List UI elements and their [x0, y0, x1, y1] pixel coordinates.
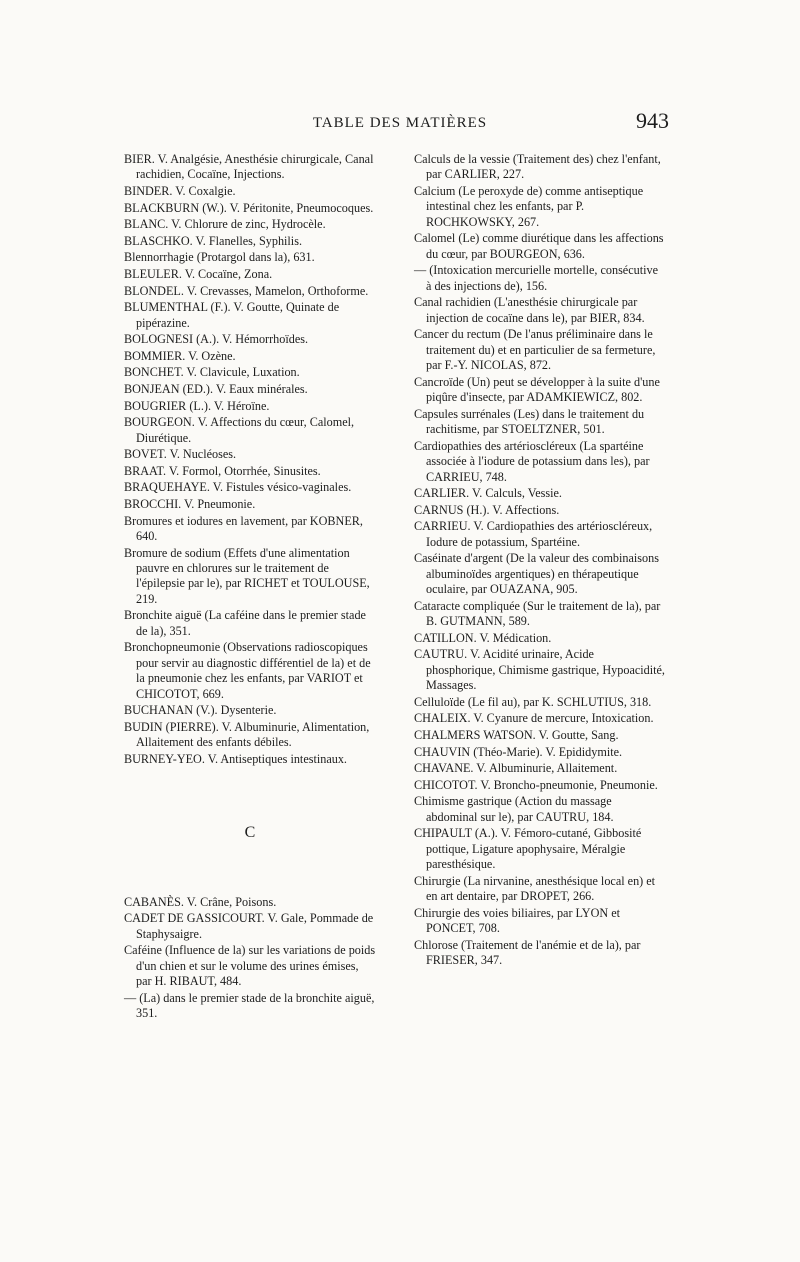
- index-entry: Chirurgie (La nirvanine, anesthésique local en) et en art dentaire, par DROPET, 266.: [414, 873, 656, 904]
- index-entry: CHAVANE. V. Albuminurie, Allaitement.: [414, 761, 618, 776]
- index-entry: Caféine (Influence de la) sur les variations de poids d'un chien et sur le volume des urines émises, par H. RIBAUT, 484.: [124, 943, 376, 988]
- index-entry: BOLOGNESI (A.). V. Hémorrhoïdes.: [124, 332, 309, 347]
- index-entry: Cardiopathies des artérioscléreux (La spartéine associée à l'iodure de potassium dans les), par CARRIEU, 748.: [414, 438, 650, 484]
- index-entry: BOVET. V. Nucléoses.: [124, 447, 237, 462]
- index-entry: CATILLON. V. Médication.: [414, 630, 552, 645]
- index-entry: BOMMIER. V. Ozène.: [124, 348, 236, 363]
- index-entry: CARNUS (H.). V. Affections.: [414, 502, 560, 517]
- index-entry: Blennorrhagie (Protargol dans la), 631.: [124, 250, 315, 265]
- index-entry: Cataracte compliquée (Sur le traitement de la), par B. GUTMANN, 589.: [414, 598, 661, 629]
- index-entry: Chlorose (Traitement de l'anémie et de la), par FRIESER, 347.: [414, 937, 641, 968]
- index-entry: CAUTRU. V. Acidité urinaire, Acide phosphorique, Chimisme gastrique, Hypoacidité, Massages.: [414, 647, 665, 693]
- index-entry: CHAUVIN (Théo-Marie). V. Epididymite.: [414, 744, 623, 759]
- index-entry: CADET DE GASSICOURT. V. Gale, Pommade de Staphysaigre.: [124, 911, 374, 941]
- right-column: [414, 152, 666, 970]
- index-entry: Caséinate d'argent (De la valeur des combinaisons albuminoïdes argentiques) en thérapeutique oculaire, par OUAZANA, 905.: [414, 551, 659, 597]
- index-entry: BUDIN (PIERRE). V. Albuminurie, Alimentation, Allaitement des enfants débiles.: [124, 719, 370, 750]
- index-entry: Bronchite aiguë (La caféine dans le premier stade de la), 351.: [124, 608, 366, 638]
- index-entry: CHALEIX. V. Cyanure de mercure, Intoxication.: [414, 711, 654, 726]
- index-entry: BLACKBURN (W.). V. Péritonite, Pneumocoques.: [124, 200, 374, 215]
- index-entry: BLUMENTHAL (F.). V. Goutte, Quinate de pipérazine.: [124, 300, 340, 330]
- index-entry: BIER. V. Analgésie, Anesthésie chirurgicale, Canal rachidien, Cocaïne, Injections.: [124, 152, 374, 182]
- index-entry: CHICOTOT. V. Broncho-pneumonie, Pneumonie.: [414, 777, 658, 792]
- index-entry: BOURGEON. V. Affections du cœur, Calomel, Diurétique.: [124, 415, 355, 445]
- index-entry: Chimisme gastrique (Action du massage abdominal sur le), par CAUTRU, 184.: [414, 794, 614, 824]
- index-entries-right: [414, 152, 666, 969]
- index-entry: BONJEAN (ED.). V. Eaux minérales.: [124, 381, 308, 396]
- index-entries-c: [124, 895, 376, 1022]
- page-number: 943: [636, 108, 669, 133]
- index-entry: BLEULER. V. Cocaïne, Zona.: [124, 266, 273, 281]
- index-entry: CARLIER. V. Calculs, Vessie.: [414, 486, 562, 501]
- index-entry: BURNEY-YEO. V. Antiseptiques intestinaux.: [124, 751, 347, 766]
- index-entry: — (Intoxication mercurielle mortelle, consécutive à des injections de), 156.: [414, 263, 658, 293]
- left-column: [124, 152, 376, 1023]
- index-entry: BINDER. V. Coxalgie.: [124, 184, 236, 198]
- index-entry: BOUGRIER (L.). V. Héroïne.: [124, 398, 270, 413]
- index-entry: Calomel (Le) comme diurétique dans les affections du cœur, par BOURGEON, 636.: [414, 231, 664, 261]
- index-entry: Bromures et iodures en lavement, par KOBNER, 640.: [124, 513, 363, 543]
- index-entries-b: [124, 152, 376, 767]
- index-entry: Chirurgie des voies biliaires, par LYON et PONCET, 708.: [414, 905, 621, 936]
- index-entry: BONCHET. V. Clavicule, Luxation.: [124, 365, 300, 380]
- index-entry: CARRIEU. V. Cardiopathies des artérioscléreux, Iodure de potassium, Spartéine.: [414, 519, 653, 549]
- index-entry: Canal rachidien (L'anesthésie chirurgicale par injection de cocaïne dans le), par BIER, 834.: [414, 295, 645, 325]
- index-entry: Cancer du rectum (De l'anus préliminaire dans le traitement du) et en particulier de sa fermeture, par F.-Y. NICOLAS, 872.: [414, 327, 656, 373]
- index-entry: Cancroïde (Un) peut se développer à la suite d'une piqûre d'insecte, par ADAMKIEWICZ, 802.: [414, 374, 660, 405]
- section-letter: C: [244, 824, 256, 842]
- index-entry: BLONDEL. V. Crevasses, Mamelon, Orthoforme.: [124, 283, 369, 298]
- index-entry: Calculs de la vessie (Traitement des) chez l'enfant, par CARLIER, 227.: [414, 152, 661, 182]
- index-entry: CHALMERS WATSON. V. Goutte, Sang.: [414, 728, 619, 742]
- index-entry: Celluloïde (Le fil au), par K. SCHLUTIUS, 318.: [414, 694, 652, 709]
- index-entry: CABANÈS. V. Crâne, Poisons.: [124, 894, 277, 909]
- index-entry: — (La) dans le premier stade de la bronchite aiguë, 351.: [124, 990, 375, 1020]
- index-entry: Capsules surrénales (Les) dans le traitement du rachitisme, par STOELTZNER, 501.: [414, 406, 645, 437]
- index-entry: BLASCHKO. V. Flanelles, Syphilis.: [124, 233, 302, 248]
- index-entry: CHIPAULT (A.). V. Fémoro-cutané, Gibbosité pottique, Ligature apophysaire, Méralgie paresthésique.: [414, 826, 642, 872]
- index-entry: BRAQUEHAYE. V. Fistules vésico-vaginales.: [124, 480, 352, 495]
- index-entry: Bronchopneumonie (Observations radioscopiques pour servir au diagnostic différentiel de la) et de la pneumonie chez les enfants, par VARIOT et CHICOTOT, 669.: [124, 640, 371, 701]
- index-entry: BROCCHI. V. Pneumonie.: [124, 496, 256, 511]
- index-entry: Calcium (Le peroxyde de) comme antiseptique intestinal chez les enfants, par P. ROCHKOWSKY, 267.: [414, 184, 644, 229]
- index-entry: BLANC. V. Chlorure de zinc, Hydrocèle.: [124, 217, 326, 232]
- index-entry: BRAAT. V. Formol, Otorrhée, Sinusites.: [124, 463, 321, 478]
- running-title: TABLE DES MATIÈRES: [312, 115, 488, 131]
- index-entry: Bromure de sodium (Effets d'une alimentation pauvre en chlorures sur le traitement de l'épilepsie par le), par RICHET et TOULOUSE, 219.: [124, 545, 370, 606]
- index-entry: BUCHANAN (V.). Dysenterie.: [124, 703, 277, 718]
